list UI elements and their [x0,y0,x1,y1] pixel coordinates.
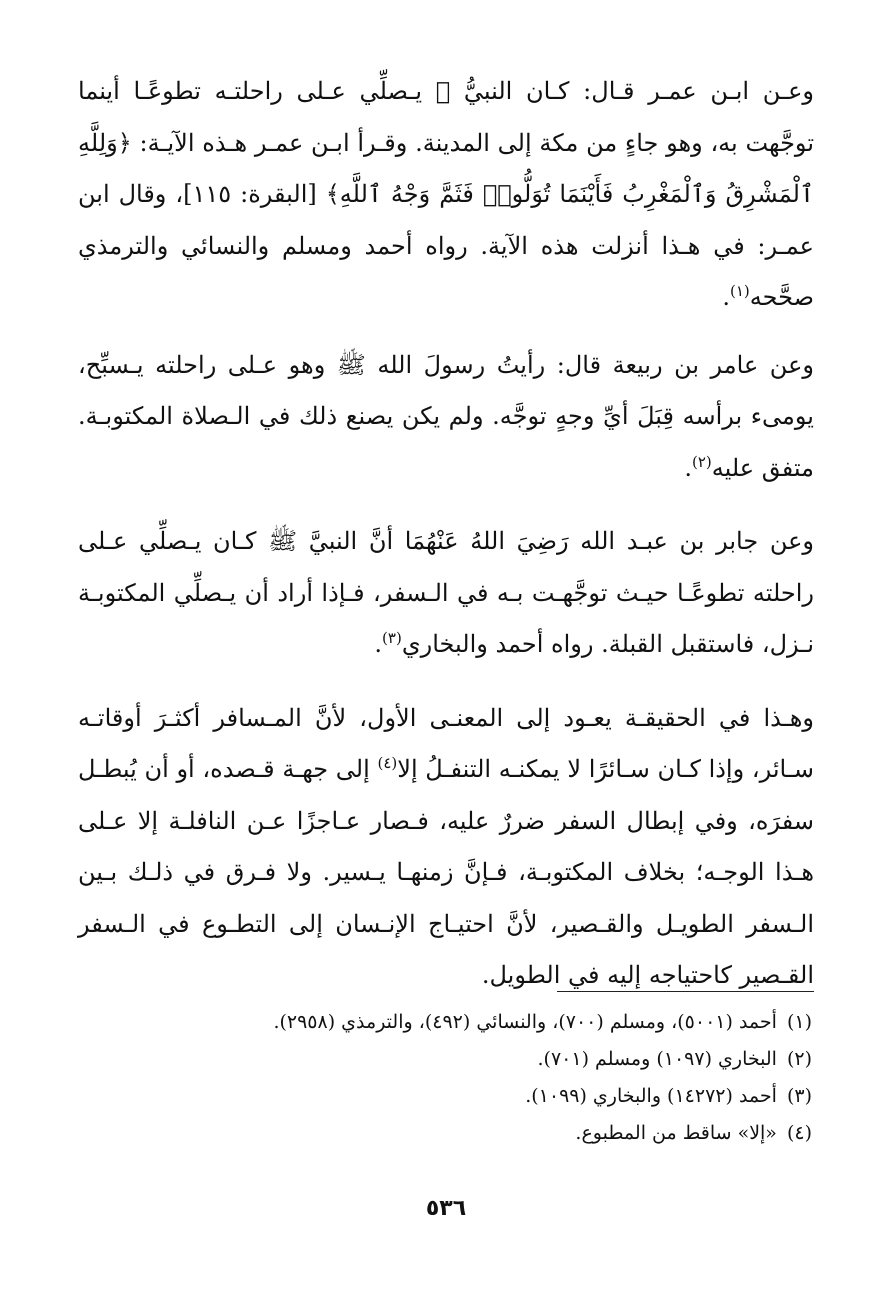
footnote-divider [557,991,814,992]
footnote-number: (٢) [786,1048,812,1070]
footnote-number: (٤) [786,1122,812,1144]
footnote-text: «إلا» ساقط من المطبوع. [575,1122,777,1144]
paragraph-text-end: إلى جهـة قـصده، أو أن يُبطـل سفرَه، وفي إبطال السفر ضررٌ عليه، فـصار عـاجزًا عـن النافلـة إلا عـلى هـذا الوجـه؛ بخلاف المكتوبـة، فـإنَّ زمنهـا يـسير. ولا فـرق في ذلـك بـين الـسفر الطويـل والقـصير، لأنَّ احتيـاج الإنـسان إلى التطـوع في الـسفر القـصير كاحتياجه إليه في الطويل. [78,755,814,989]
page-number: ٥٣٦ [425,1196,467,1221]
footnote-ref-4[interactable]: (٤) [377,754,398,772]
footnote-number: (٣) [786,1085,812,1107]
footnote-ref-3[interactable]: (٣) [382,629,402,647]
paragraph-text-end: . [722,283,730,311]
paragraph-text: وعن عامر بن ربيعة قال: رأيتُ رسولَ الله ﷺ وهو عـلى راحلته يـسبِّح، يومىء برأسه قِبَلَ أيِّ وجهٍ توجَّه. ولم يكن يصنع ذلك في الـصلاة المكتوبـة. متفق عليه [78,350,814,482]
paragraph-text: وهـذا في الحقيقـة يعـود إلى المعنـى الأول، لأنَّ المـسافر أكثـرَ أوقاتـه سـائر، وإذا كـان سـائرًا لا يمكنـه التنفـلُ إلا [78,703,814,783]
footnote-text: أحمد (٥٠٠١)، ومسلم (٧٠٠)، والنسائي (٤٩٢)، والترمذي (٢٩٥٨). [273,1011,777,1033]
paragraph-jabir [78,516,814,671]
footnote-text: أحمد (١٤٢٧٢) والبخاري (١٠٩٩). [525,1085,777,1107]
paragraph-ibn-umar [78,66,814,324]
footnotes-list [80,1004,812,1152]
footnote-item [80,1041,812,1078]
footnote-text: البخاري (١٠٩٧) ومسلم (٧٠١). [537,1048,777,1070]
footnote-ref-1[interactable]: (١) [729,282,750,300]
paragraph-text: وعـن ابـن عمـر قـال: كـان النبيُّ ﷺ يـصلِّي عـلى راحلتـه تطوعًـا أينما توجَّهت به، وهو جاءٍ من مكة إلى المدينة. وقـرأ ابـن عمـر هـذه الآيـة: ﴿وَلِلَّهِ ٱلْمَشْرِقُ وَٱلْمَغْرِبُ فَأَيْنَمَا تُوَلُّوا۟ فَثَمَّ وَجْهُ ٱللَّهِ﴾ [البقرة: ١١٥]، وقال ابن عمـر: في هـذا أنزلت هذه الآية. رواه أحمد ومسلم والنسائي والترمذي صحَّحه [78,77,815,311]
footnote-ref-2[interactable]: (٢) [691,452,712,471]
paragraph-text: وعن جابر بن عبـد الله رَضِيَ اللهُ عَنْهُمَا أنَّ النبيَّ ﷺ كـان يـصلِّي عـلى راحلته تطوعًـا حيـث توجَّهـت بـه في الـسفر، فـإذا أراد أن يـصلِّي المكتوبـة نـزل، فاستقبل القبلة. رواه أحمد والبخاري [78,527,814,658]
footnote-item [80,1115,812,1152]
footnote-number: (١) [786,1011,812,1033]
paragraph-amir-ibn-rabia [78,340,814,495]
footnote-item [80,1004,812,1041]
paragraph-explanation [78,693,814,1002]
paragraph-text-end: . [684,453,692,482]
footnote-item [80,1078,812,1115]
paragraph-text-end: . [374,630,383,658]
page-body [78,66,814,1002]
